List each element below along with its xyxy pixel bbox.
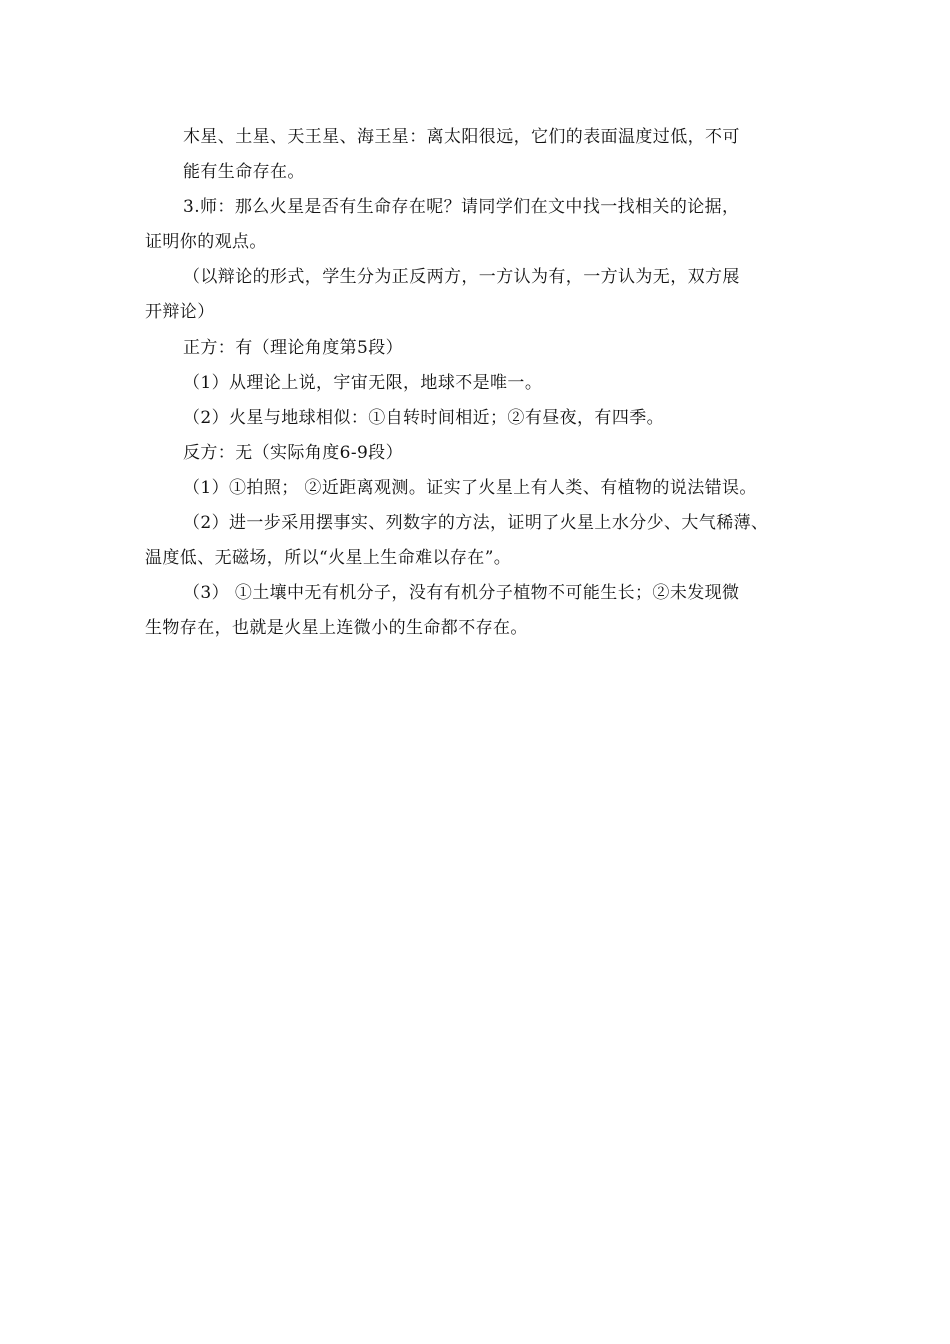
text-line-14: （3） ①土壤中无有机分子，没有有机分子植物不可能生长；②未发现微 — [183, 583, 740, 603]
text-line-1: 木星、土星、天王星、海王星：离太阳很远，它们的表面温度过低，不可 — [183, 127, 740, 147]
text-line-3: 3.师：那么火星是否有生命存在呢？请同学们在文中找一找相关的论据， — [183, 197, 740, 217]
text-line-9: （2）火星与地球相似：①自转时间相近；②有昼夜，有四季。 — [183, 408, 665, 428]
text-line-10: 反方：无（实际角度6-9段） — [183, 443, 403, 463]
text-line-15: 生物存在，也就是火星上连微小的生命都不存在。 — [145, 618, 528, 638]
text-line-6: 开辩论） — [145, 302, 215, 322]
text-line-12: （2）进一步采用摆事实、列数字的方法，证明了火星上水分少、大气稀薄、 — [183, 513, 769, 533]
text-line-8: （1）从理论上说，宇宙无限，地球不是唯一。 — [183, 373, 543, 393]
text-line-4: 证明你的观点。 — [145, 232, 267, 252]
text-line-13: 温度低、无磁场，所以“火星上生命难以存在”。 — [145, 548, 512, 568]
text-line-2: 能有生命存在。 — [183, 162, 305, 182]
text-line-11: （1）①拍照； ②近距离观测。证实了火星上有人类、有植物的说法错误。 — [183, 478, 757, 498]
text-line-5: （以辩论的形式，学生分为正反两方，一方认为有，一方认为无，双方展 — [183, 267, 740, 287]
text-line-7: 正方：有（理论角度第5段） — [183, 338, 404, 358]
